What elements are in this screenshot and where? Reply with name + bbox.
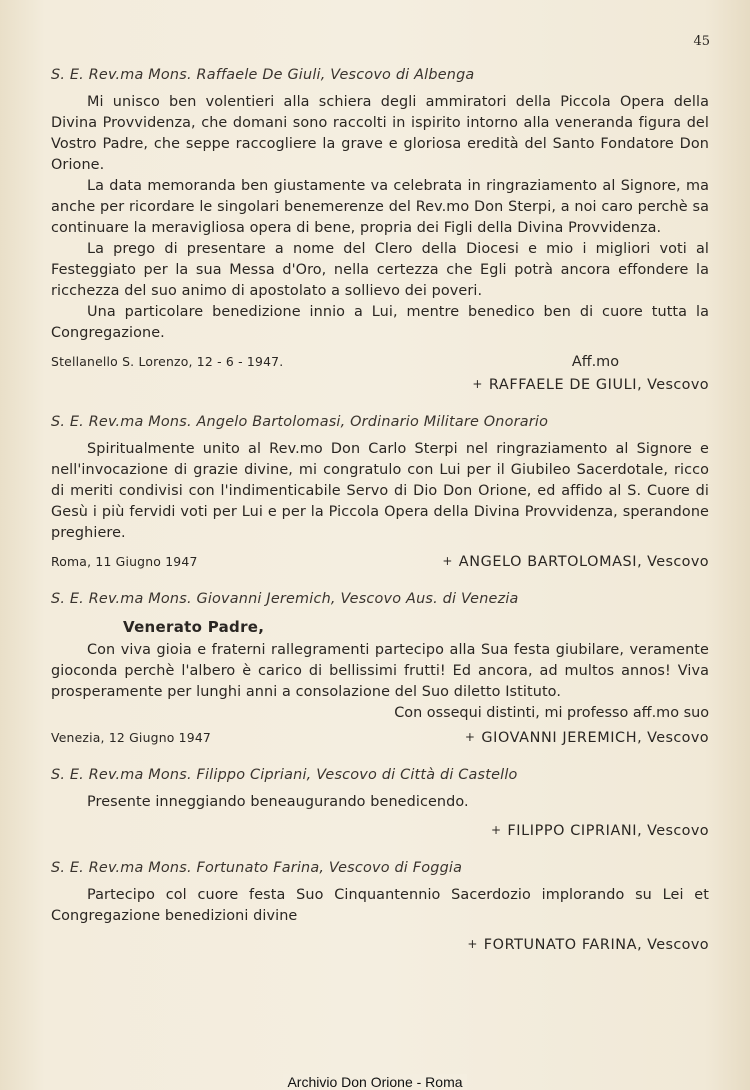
letter-farina (51, 857, 709, 957)
signature-title: , Vescovo (637, 377, 709, 393)
signature-row (51, 726, 709, 750)
letter-header: S. E. Rev.ma Mons. Filippo Cipriani, Vescovo di Città di Castello (51, 767, 518, 783)
place-date: Roma, 11 Giugno 1947 (51, 554, 198, 569)
closing: Con ossequi distinti, mi professo aff.mo suo (394, 705, 709, 721)
letter-paragraph: Spiritualmente unito al Rev.mo Don Carlo Sterpi nel ringraziamento al Signore e nell'invocazione di grazie divine, mi congratulo con Lui per il Giubileo Sacerdotale, ricco di meriti condivisi con l'indimenticabile Servo di Dio Don Orione, ed affido al S. Cuore di Gesù i più fervidi voti per Lui e per la Piccola Opera della Divina Provvidenza, sperandone preghiere. (51, 441, 709, 541)
letter-paragraph: La prego di presentare a nome del Clero della Diocesi e mio i migliori voti al Festeggiato per la sua Messa d'Oro, nella certezza che Egli potrà ancora effondere la ricchezza del suo animo di apostolato a sollievo dei poveri. (51, 241, 709, 299)
signature (442, 550, 709, 574)
archive-footer-text: Archivio Don Orione - Roma (283, 1074, 466, 1090)
letter-paragraph: Presente inneggiando beneaugurando benedicendo. (87, 794, 469, 810)
signature-name: FORTUNATO FARINA (483, 937, 638, 953)
signature-row (51, 550, 709, 574)
cross-icon: + (472, 377, 483, 391)
signature-name: GIOVANNI JEREMICH (481, 730, 638, 746)
letter-cipriani (51, 764, 709, 843)
cross-icon: + (464, 730, 476, 744)
letter-paragraph: Con viva gioia e fraterni rallegramenti partecipo alla Sua festa giubilare, veramente gioconda perchè l'albero è carico di bellissimi frutti! Ed ancora, ad multos annos! Viva prosperamente per lunghi anni a consolazione del Suo diletto Istituto. (51, 642, 709, 700)
letter-de-giuli (51, 64, 709, 397)
place-date: Stellanello S. Lorenzo, 12 - 6 - 1947. (51, 354, 284, 369)
signature-title: , Vescovo (637, 937, 709, 953)
salutation: Venerato Padre, (123, 618, 265, 636)
closing: Aff.mo (571, 354, 619, 370)
letter-paragraph: Una particolare benedizione innio a Lui, mentre benedico ben di cuore tutta la Congregazione. (51, 304, 709, 341)
signature-name: RAFFAELE DE GIULI (488, 377, 638, 393)
letter-bartolomasi (51, 411, 709, 574)
place-date-row (51, 352, 709, 373)
page-number: 45 (693, 34, 710, 49)
signature-title: , Vescovo (637, 823, 709, 839)
letter-paragraph: Mi unisco ben volentieri alla schiera degli ammiratori della Piccola Opera della Divina Provvidenza, che domani sono raccolti in ispirito intorno alla veneranda figura del Vostro Padre, che seppe raccogliere la grave e gloriosa eredità del Santo Fondatore Don Orione. (51, 94, 709, 173)
signature (51, 933, 709, 957)
letter-paragraph: La data memoranda ben giustamente va celebrata in ringraziamento al Signore, ma anche per ricordare le singolari benemerenze del Rev.mo Don Sterpi, a noi caro perchè sa continuare la meravigliosa opera di bene, propria dei Figli della Divina Provvidenza. (51, 178, 709, 236)
page-content (51, 64, 709, 971)
letter-header: S. E. Rev.ma Mons. Fortunato Farina, Vescovo di Foggia (51, 860, 463, 876)
signature (465, 726, 709, 750)
signature (51, 819, 709, 843)
letter-header: S. E. Rev.ma Mons. Giovanni Jeremich, Vescovo Aus. di Venezia (51, 591, 519, 607)
place-date: Venezia, 12 Giugno 1947 (51, 730, 212, 745)
signature-name: ANGELO BARTOLOMASI (458, 554, 638, 570)
signature-title: , Vescovo (637, 554, 709, 570)
letter-paragraph: Partecipo col cuore festa Suo Cinquantennio Sacerdozio implorando su Lei et Congregazione benedizioni divine (51, 887, 709, 924)
archive-footer (0, 1074, 750, 1090)
letter-header: S. E. Rev.ma Mons. Raffaele De Giuli, Vescovo di Albenga (51, 67, 475, 83)
cross-icon: + (442, 554, 453, 568)
cross-icon: + (490, 823, 502, 837)
cross-icon: + (467, 937, 478, 951)
signature-name: FILIPPO CIPRIANI (507, 823, 638, 839)
letter-header: S. E. Rev.ma Mons. Angelo Bartolomasi, Ordinario Militare Onorario (51, 414, 549, 430)
signature (51, 373, 709, 397)
letter-jeremich (51, 588, 709, 750)
signature-title: , Vescovo (637, 730, 709, 746)
